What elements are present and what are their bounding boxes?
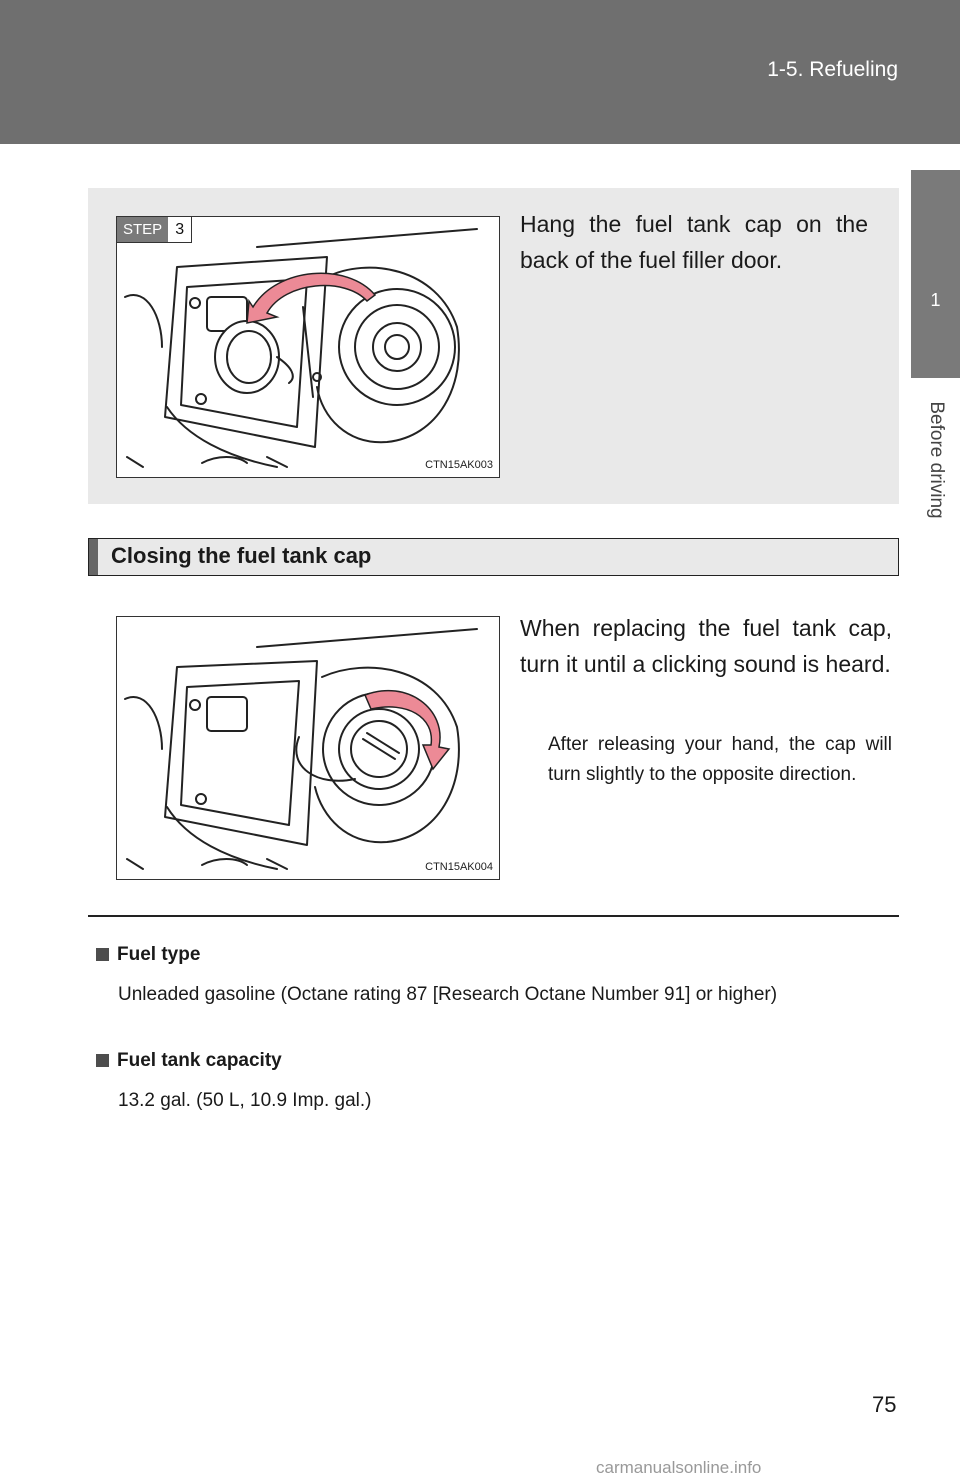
fuel-door-illustration — [117, 217, 500, 478]
page-number: 75 — [872, 1392, 897, 1417]
closing-instruction: When replacing the fuel tank cap, turn it until a clicking sound is heard. — [520, 615, 892, 677]
info-heading-tank-capacity — [96, 1050, 282, 1072]
step-instruction: Hang the fuel tank cap on the back of the fuel filler door. — [520, 211, 868, 273]
figure-code: CTN15AK004 — [425, 861, 493, 873]
section-title: 1-5. Refueling — [767, 58, 898, 81]
figure-code: CTN15AK003 — [425, 459, 493, 471]
section-heading — [88, 538, 899, 576]
info-heading-text: Fuel type — [117, 944, 201, 965]
heading-bar — [89, 539, 98, 575]
info-heading-fuel-type — [96, 944, 200, 966]
chapter-title-box — [911, 380, 960, 540]
figure-close-cap — [116, 616, 500, 880]
step-badge — [117, 217, 192, 243]
closing-note: After releasing your hand, the cap will turn slightly to the opposite direction. — [548, 734, 892, 785]
step-label: STEP — [117, 217, 168, 242]
square-bullet-icon — [96, 1054, 109, 1067]
step-number: 3 — [168, 217, 191, 242]
info-body-tank-capacity: 13.2 gal. (50 L, 10.9 Imp. gal.) — [118, 1090, 372, 1111]
divider — [88, 915, 899, 917]
fuel-cap-illustration — [117, 617, 500, 880]
square-bullet-icon — [96, 948, 109, 961]
step-panel — [88, 188, 899, 504]
chapter-number: 1 — [930, 290, 941, 310]
figure-hang-cap — [116, 216, 500, 478]
info-body-fuel-type: Unleaded gasoline (Octane rating 87 [Research Octane Number 91] or higher) — [118, 984, 778, 1005]
watermark: carmanualsonline.info — [596, 1458, 762, 1477]
section-heading-title: Closing the fuel tank cap — [111, 543, 372, 568]
chapter-tab[interactable] — [911, 170, 960, 378]
page-header — [0, 0, 960, 144]
info-heading-text: Fuel tank capacity — [117, 1050, 282, 1071]
chapter-title: Before driving — [925, 401, 947, 519]
rotate-arrow-icon — [247, 273, 375, 323]
